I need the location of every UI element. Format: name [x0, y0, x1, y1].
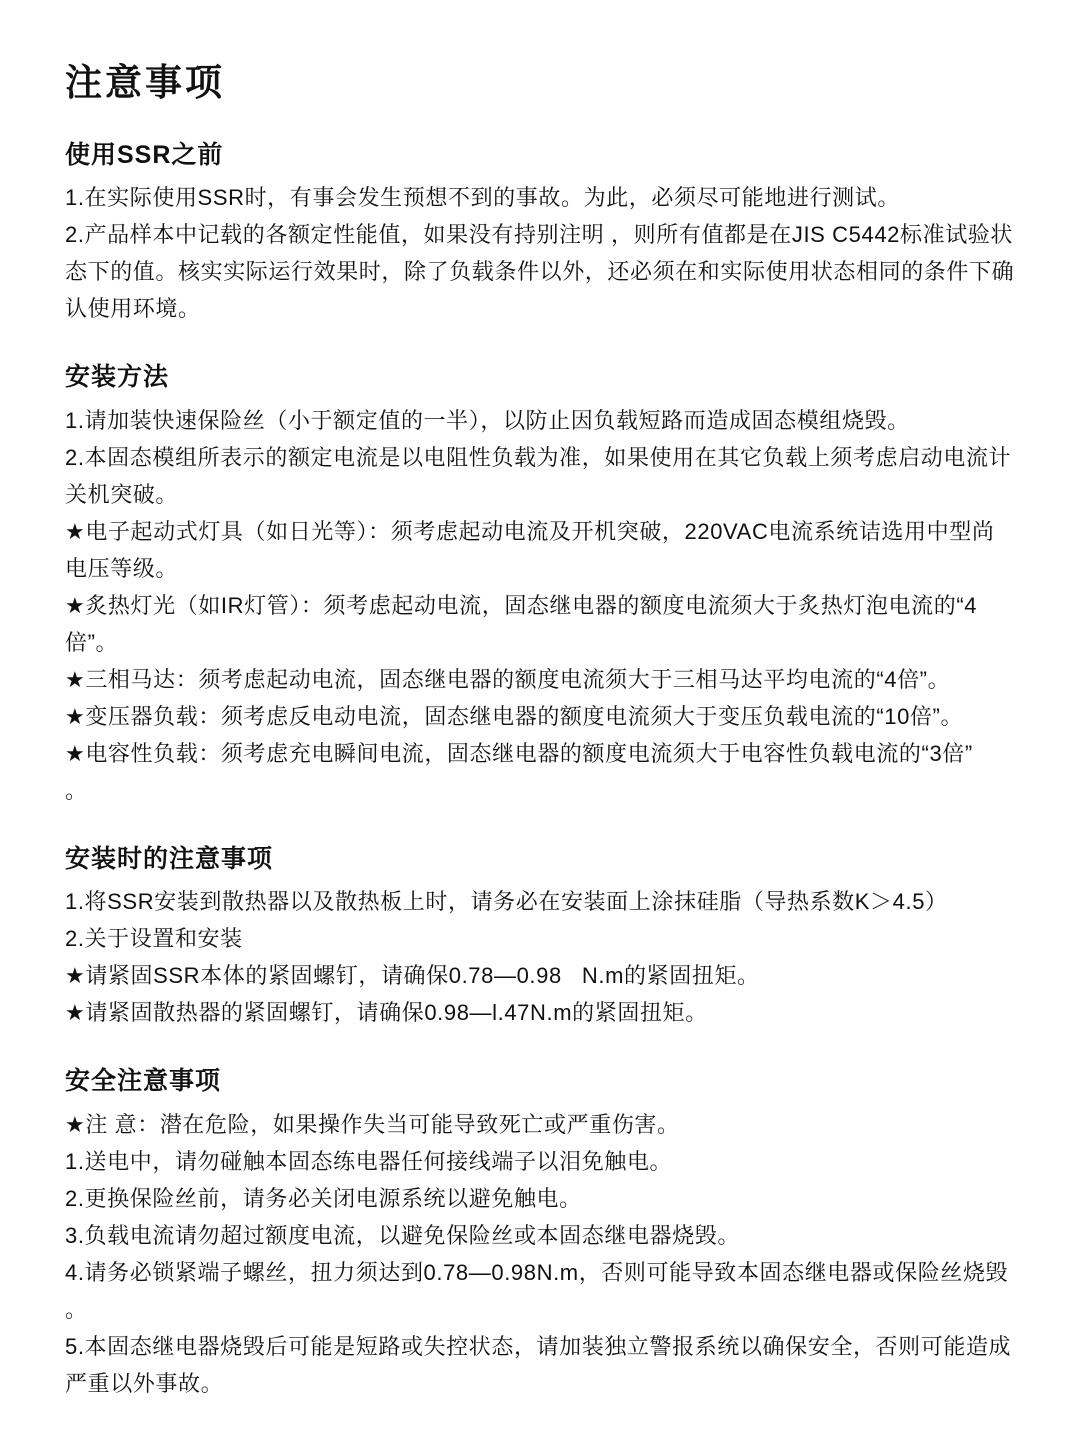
section-safety-precautions — [65, 1065, 1024, 1402]
text-line: 倍”。 — [65, 629, 119, 655]
section-heading: 安全注意事项 — [65, 1067, 222, 1096]
text-line: 。 — [65, 1296, 88, 1322]
text-line: 1.将SSR安装到散热器以及散热板上时，请务必在安装面上涂抹硅脂（导热系数K＞4.5） — [65, 889, 948, 915]
text-line: ★变压器负载：须考虑反电动电流，固态继电器的额度电流须大于变压负载电流的“10倍”。 — [65, 703, 964, 729]
text-line: 电压等级。 — [65, 555, 179, 581]
text-line: ★炙热灯光（如IR灯管）：须考虑起动电流，固态继电器的额度电流须大于炙热灯泡电流的“4 — [65, 592, 978, 618]
section-heading: 安装方法 — [65, 363, 170, 392]
page-title: 注意事项 — [65, 62, 225, 103]
text-line: 4.请务必锁紧端子螺丝，扭力须达到0.78—0.98N.m，否则可能导致本固态继电器或保险丝烧毁 — [65, 1259, 1009, 1285]
text-line: 2.关于设置和安装 — [65, 926, 243, 952]
section-installation-method — [65, 361, 1024, 809]
text-line: 1.在实际使用SSR时，有事会发生预想不到的事故。为此，必须尽可能地进行测试。 — [65, 185, 900, 211]
text-line: 2.本固态模组所表示的额定电流是以电阻性负载为准，如果使用在其它负载上须考虑启动电流计 — [65, 444, 1012, 470]
text-line: ★电子起动式灯具（如日光等）：须考虑起动电流及开机突破，220VAC电流系统诘选用中型尚 — [65, 518, 995, 544]
text-line: 5.本固态继电器烧毁后可能是短路或失控状态，请加装独立警报系统以确保安全，否则可能造成 — [65, 1333, 1012, 1359]
text-line: 3.负载电流请勿超过额度电流，以避免保险丝或本固态继电器烧毁。 — [65, 1222, 740, 1248]
text-line: 。 — [65, 777, 88, 803]
text-line: 认使用环境。 — [65, 296, 201, 322]
text-line: ★三相马达：须考虑起动电流，固态继电器的额度电流须大于三相马达平均电流的“4倍”。 — [65, 666, 951, 692]
text-line: ★请紧固散热器的紧固螺钉，请确保0.98—l.47N.m的紧固扭矩。 — [65, 1000, 708, 1026]
text-line: ★请紧固SSR本体的紧固螺钉，请确保0.78—0.98 N.m的紧固扭矩。 — [65, 963, 760, 989]
document-body — [65, 139, 1024, 1402]
text-line: 态下的值。核实实际运行效果时，除了负载条件以外，还必须在和实际使用状态相同的条件下确 — [65, 259, 1015, 285]
section-heading: 使用SSR之前 — [65, 140, 224, 169]
text-line: 2.更换保险丝前，请务必关闭电源系统以避免触电。 — [65, 1185, 582, 1211]
section-heading: 安装时的注意事项 — [65, 844, 274, 873]
text-line: 1.送电中，请勿碰触本固态练电器任何接线端子以泪免触电。 — [65, 1148, 673, 1174]
section-before-using-ssr — [65, 139, 1024, 328]
text-line: 严重以外事故。 — [65, 1370, 224, 1396]
text-line: ★电容性负载：须考虑充电瞬间电流，固态继电器的额度电流须大于电容性负载电流的“3倍” — [65, 740, 973, 766]
section-installation-precautions — [65, 843, 1024, 1032]
text-line: ★注 意：潜在危险，如果操作失当可能导致死亡或严重伤害。 — [65, 1111, 680, 1137]
text-line: 关机突破。 — [65, 481, 179, 507]
text-line: 1.请加装快速保险丝（小于额定值的一半），以防止因负载短路而造成固态模组烧毁。 — [65, 407, 910, 433]
text-line: 2.产品样本中记载的各额定性能值，如果没有持别注明 ，则所有值都是在JIS C5442标准试验状 — [65, 222, 1013, 248]
